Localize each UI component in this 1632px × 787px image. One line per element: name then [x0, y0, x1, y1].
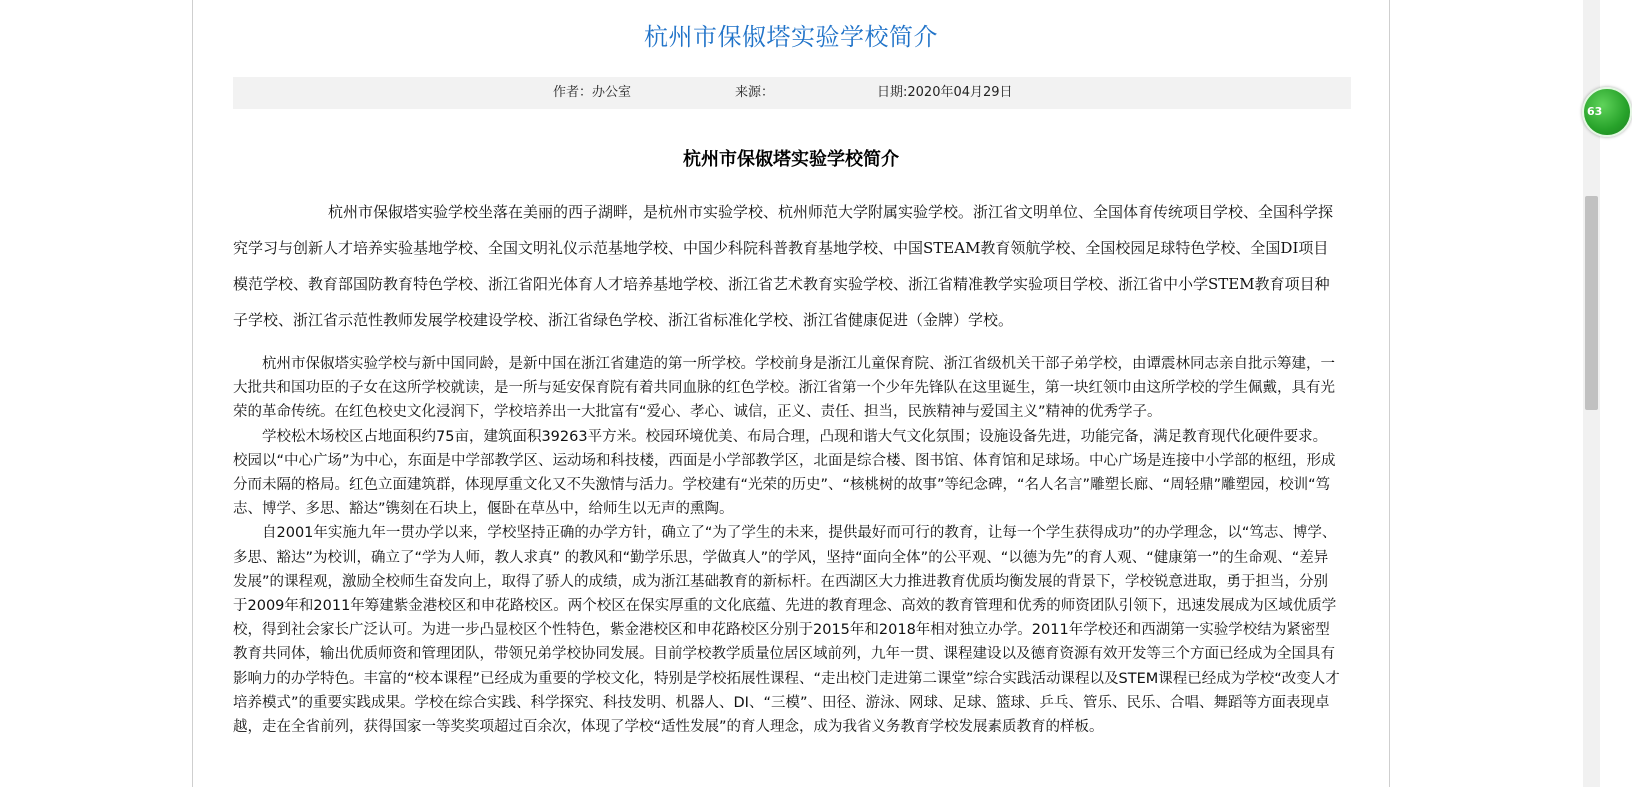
meta-date: 日期:2020年04月29日: [877, 85, 1013, 100]
floating-counter-badge[interactable]: 63: [1582, 87, 1632, 137]
article-paragraph: 杭州市保俶塔实验学校与新中国同龄，是新中国在浙江省建造的第一所学校。学校前身是浙江儿童保育院、浙江省级机关干部子弟学校，由谭震林同志亲自批示筹建，一大批共和国功臣的子女在这所学校就读，是一所与延安保育院有着共同血脉的红色学校。浙江省第一个少年先锋队在这里诞生，第一块红领巾由这所学校的学生佩戴，具有光荣的革命传统。在红色校史文化浸润下，学校培养出一大批富有“爱心、孝心、诚信，正义、责任、担当，民族精神与爱国主义”精神的优秀学子。: [233, 356, 1335, 421]
article-body: [233, 352, 1341, 739]
article-intro-paragraph: 杭州市保俶塔实验学校坐落在美丽的西子湖畔，是杭州市实验学校、杭州师范大学附属实验学校。浙江省文明单位、全国体育传统项目学校、全国科学探究学习与创新人才培养实验基地学校、全国文明礼仪示范基地学校、中国少科院科普教育基地学校、中国STEAM教育领航学校、全国校园足球特色学校、全国DI项目模范学校、教育部国防教育特色学校、浙江省阳光体育人才培养基地学校、浙江省艺术教育实验学校、浙江省精准教学实验项目学校、浙江省中小学STEM教育项目种子学校、浙江省示范性教师发展学校建设学校、浙江省绿色学校、浙江省标准化学校、浙江省健康促进（金牌）学校。: [233, 203, 1334, 329]
scrollbar-thumb[interactable]: [1585, 196, 1598, 410]
meta-author: 作者：办公室: [553, 85, 632, 100]
meta-source: 来源：: [735, 85, 775, 100]
article-meta-bar: [233, 77, 1351, 109]
article-subtitle: 杭州市保俶塔实验学校简介: [683, 149, 899, 170]
article-paragraph: 学校松木场校区占地面积约75亩，建筑面积39263平方米。校园环境优美、布局合理，凸现和谐大气文化氛围；设施设备先进，功能完备，满足教育现代化硬件要求。校园以“中心广场”为中心，东面是中学部教学区、运动场和科技楼，西面是小学部教学区，北面是综合楼、图书馆、体育馆和足球场。中心广场是连接中小学部的枢纽，形成分而未隔的格局。红色立面建筑群，体现厚重文化又不失激情与活力。学校建有“光荣的历史”、“核桃树的故事”等纪念碑，“名人名言”雕塑长廊、“周轻鼎”雕塑园，校训“笃志、博学、多思、豁达”镌刻在石块上，偃卧在草丛中，给师生以无声的熏陶。: [233, 428, 1336, 518]
article-container: [192, 0, 1390, 787]
article-paragraph: 自2001年实施九年一贯办学以来，学校坚持正确的办学方针，确立了“为了学生的未来，提供最好而可行的教育，让每一个学生获得成功”的办学理念，以“笃志、博学、多思、豁达”为校训，确立了“学为人师，教人求真” 的教风和“勤学乐思，学做真人”的学风，坚持“面向全体”的公平观、“以德为先”的育人观、“健康第一”的生命观、“差异发展”的课程观，激励全校师生奋发向上，取得了骄人的成绩，成为浙江基础教育的新标杆。在西湖区大力推进教育优质均衡发展的背景下，学校锐意进取，勇于担当，分别于2009年和2011年筹建紫金港校区和申花路校区。两个校区在保实厚重的文化底蕴、先进的教育理念、高效的教育管理和优秀的师资团队引领下，迅速发展成为区域优质学校，得到社会家长广泛认可。为进一步凸显校区个性特色，紫金港校区和申花路校区分别于2015年和2018年相对独立办学。2011年学校还和西湖第一实验学校结为紧密型教育共同体，输出优质师资和管理团队，带领兄弟学校协同发展。目前学校教学质量位居区域前列，九年一贯、课程建设以及德育资源有效开发等三个方面已经成为全国具有影响力的办学特色。丰富的“校本课程”已经成为重要的学校文化，特别是学校拓展性课程、“走出校门走进第二课堂”综合实践活动课程以及STEM课程已经成为学校“改变人才培养模式”的重要实践成果。学校在综合实践、科学探究、科技发明、机器人、DI、“三模”、田径、游泳、网球、足球、篮球、乒乓、管乐、民乐、合唱、舞蹈等方面表现卓越，走在全省前列，获得国家一等奖奖项超过百余次，体现了学校“适性发展”的育人理念，成为我省义务教育学校发展素质教育的样板。: [233, 525, 1340, 736]
article-title: 杭州市保俶塔实验学校简介: [644, 23, 938, 51]
